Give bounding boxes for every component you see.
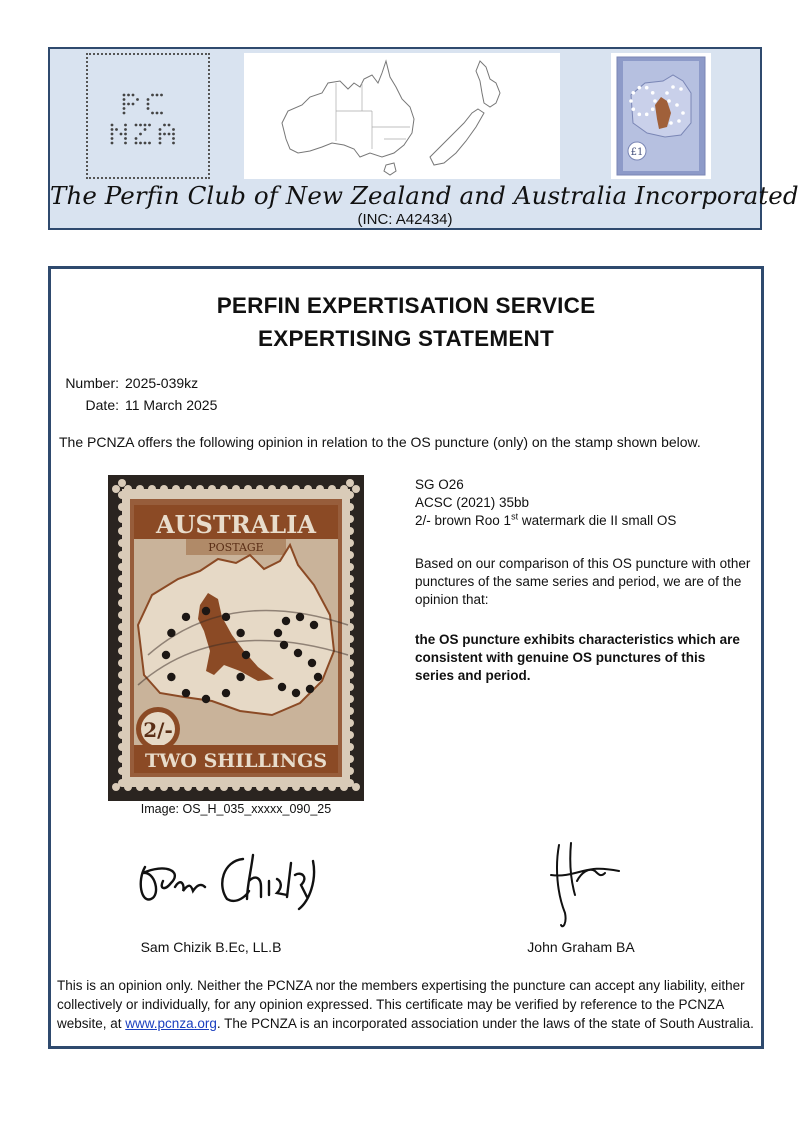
disclaimer-text-2: . The PCNZA is an incorporated association under the laws of the state of South Australia. [216,1016,754,1031]
intro-statement: The PCNZA offers the following opinion in relation to the OS puncture (only) on the stamp shown below. [59,434,701,450]
signature-john-graham-icon [541,837,631,937]
stamp-description-prefix: 2/- brown Roo 1 [415,513,512,528]
stamp-description [415,512,676,530]
signature-sam-chizik-icon [131,841,331,921]
certificate-title: PERFIN EXPERTISATION SERVICE [216,293,596,318]
stamp-description-suffix: watermark die II small OS [518,513,677,528]
number-value: 2025-039kz [125,375,199,391]
date-value: 11 March 2025 [125,397,218,413]
stamp-description-sup: st [511,511,519,522]
opinion-statement: the OS puncture exhibits characteristics which are consistent with genuine OS punctures of this series and period. [415,632,740,683]
stamp-image [108,475,364,801]
svg-text:£1: £1 [630,147,644,158]
sg-number: SG O26 [415,477,464,492]
australia-nz-map-icon [244,53,560,179]
date-label: Date: [85,397,119,413]
stamp-denomination-text: TWO SHILLINGS [144,750,328,772]
signer-2-name: John Graham BA [527,939,635,955]
perforated-logo-icon [88,55,208,177]
comparison-statement: Based on our comparison of this OS puncture with other punctures of the same series and period, we are of the opinion that: [415,556,751,607]
disclaimer [57,976,757,1033]
header-banner [48,47,799,230]
certificate-number [57,375,198,391]
acsc-number: ACSC (2021) 35bb [415,495,530,510]
certificate-date [57,397,217,413]
club-name: The Perfin Club of New Zealand and Australia Incorporated [50,181,799,210]
signer-1-name: Sam Chizik B.Ec, LL.B [140,939,282,955]
stamp-country-text: AUSTRALIA [155,510,317,539]
kangaroo-pound-stamp [611,53,711,179]
stamp-postage-text: POSTAGE [208,541,264,554]
map-illustration [244,53,560,179]
two-shillings-kangaroo-stamp-icon [108,475,364,801]
incorporation-number: (INC: A42434) [357,211,453,228]
disclaimer-text-1: This is an opinion only. Neither the PCNZA nor the members expertising the puncture can accept any liability, either collectively or individually, for any opinion expressed. This certificate may be verified by reference to the PCNZA website, at [57,978,745,1031]
kangaroo-stamp-icon [611,53,711,179]
certificate-frame [48,266,764,1049]
stamp-value-text: 2/- [143,718,173,742]
website-link[interactable]: www.pcnza.org [125,1016,217,1031]
pcnza-perfin-logo [86,53,210,179]
stamp-image-caption: Image: OS_H_035_xxxxx_090_25 [140,802,332,816]
certificate-subtitle: EXPERTISING STATEMENT [258,326,554,351]
number-label: Number: [65,375,119,391]
